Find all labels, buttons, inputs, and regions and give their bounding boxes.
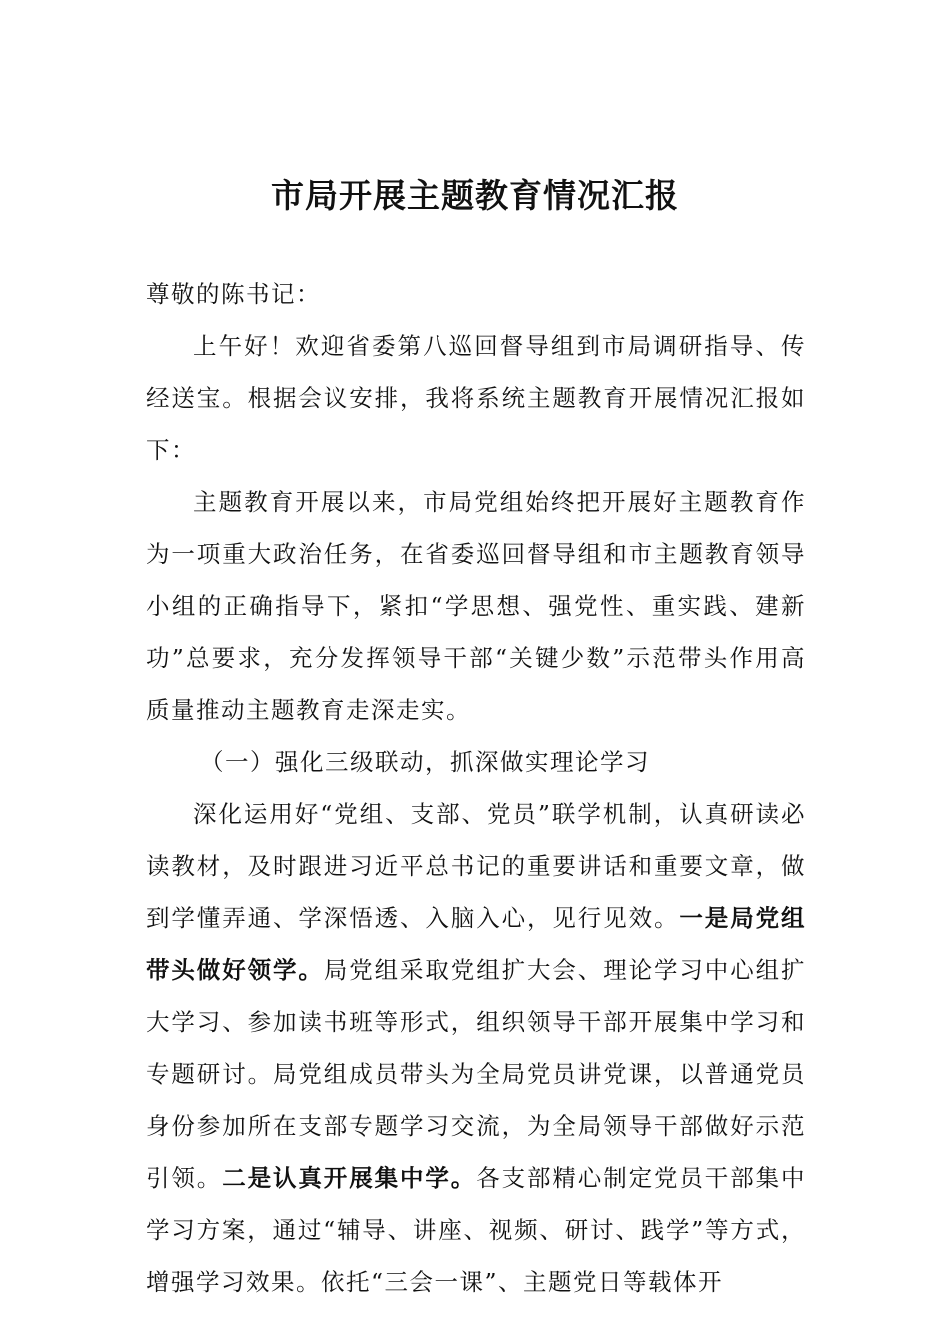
document-title: 市局开展主题教育情况汇报: [271, 176, 679, 215]
point-2-text: 各支部精心制定党员干部集中学习方案，通过“辅导、讲座、视频、研讨、践学”等方式，增强学习效果。依托“三会一课”、主题党日等载体开: [146, 1164, 807, 1296]
opening-paragraph: 上午好！欢迎省委第八巡回督导组到市局调研指导、传经送宝。根据会议安排，我将系统主题教育开展情况汇报如下：: [146, 332, 806, 464]
overview-paragraph: 主题教育开展以来，市局党组始终把开展好主题教育作为一项重大政治任务，在省委巡回督导组和市主题教育领导小组的正确指导下，紧扣“学思想、强党性、重实践、建新功”总要求，充分发挥领导干部“关键少数”示范带头作用高质量推动主题教育走深走实。: [146, 488, 806, 724]
point-1-label: 一是局党组带头做好领学。: [146, 904, 807, 984]
section-1-intro: 深化运用好“党组、支部、党员”联学机制，认真研读必读教材，及时跟进习近平总书记的重要讲话和重要文章，做到学懂弄通、学深悟透、入脑入心，见行见效。: [146, 800, 806, 932]
point-1-text: 局党组采取党组扩大会、理论学习中心组扩大学习、参加读书班等形式，组织领导干部开展集中学习和专题研讨。局党组成员带头为全局党员讲党课，以普通党员身份参加所在支部专题学习交流，为全局领导干部做好示范引领。: [146, 956, 807, 1192]
section-1-paragraph: [146, 788, 806, 1308]
section-heading-1: （一）强化三级联动，抓深做实理论学习: [200, 748, 651, 776]
document-body: [146, 268, 806, 1308]
salutation: 尊敬的陈书记：: [146, 280, 321, 308]
point-2-label: 二是认真开展集中学。: [222, 1164, 477, 1192]
